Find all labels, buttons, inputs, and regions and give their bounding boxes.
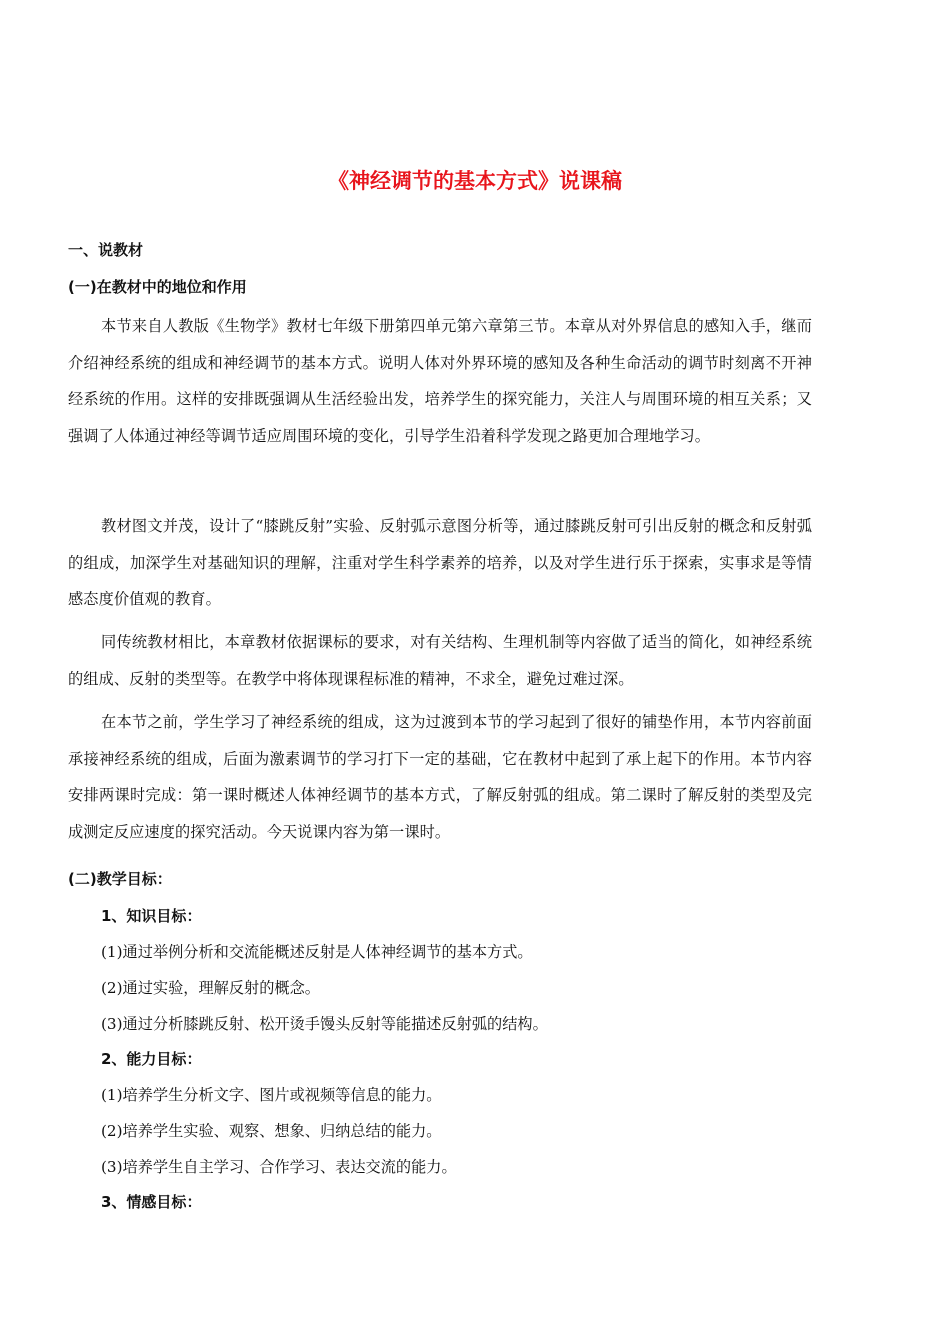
knowledge-item-2: (2)通过实验，理解反射的概念。 [101,979,320,997]
paragraph-4: 在本节之前，学生学习了神经系统的组成，这为过渡到本节的学习起到了很好的铺垫作用，本节内容前面承接神经系统的组成，后面为激素调节的学习打下一定的基础，它在教材中起到了承上起下的作用。本节内容安排两课时完成：第一课时概述人体神经调节的基本方式，了解反射弧的组成。第二课时了解反射的类型及完成测定反应速度的探究活动。今天说课内容为第一课时。 [68,713,812,841]
paragraph-3: 同传统教材相比，本章教材依据课标的要求，对有关结构、生理机制等内容做了适当的简化，如神经系统的组成、反射的类型等。在教学中将体现课程标准的精神，不求全，避免过难过深。 [68,633,812,688]
section-heading-materials: 一、说教材 [68,241,144,259]
knowledge-item-1: (1)通过举例分析和交流能概述反射是人体神经调节的基本方式。 [101,943,533,961]
ability-item-2: (2)培养学生实验、观察、想象、归纳总结的能力。 [101,1122,442,1140]
knowledge-item-3: (3)通过分析膝跳反射、松开烫手馒头反射等能描述反射弧的结构。 [101,1015,548,1033]
paragraph-1: 本节来自人教版《生物学》教材七年级下册第四单元第六章第三节。本章从对外界信息的感知入手，继而介绍神经系统的组成和神经调节的基本方式。说明人体对外界环境的感知及各种生命活动的调节时刻离不开神经系统的作用。这样的安排既强调从生活经验出发，培养学生的探究能力，关注人与周围环境的相互关系；又强调了人体通过神经等调节适应周围环境的变化，引导学生沿着科学发现之路更加合理地学习。 [68,317,812,445]
subsection-heading-objectives: (二)教学目标： [68,870,172,888]
ability-item-3: (3)培养学生自主学习、合作学习、表达交流的能力。 [101,1158,457,1176]
document-title: 《神经调节的基本方式》说课稿 [328,169,622,193]
subsection-heading-role: (一)在教材中的地位和作用 [68,278,247,296]
ability-objectives-heading: 2、能力目标： [101,1050,202,1068]
ability-item-1: (1)培养学生分析文字、图片或视频等信息的能力。 [101,1086,442,1104]
emotion-objectives-heading: 3、情感目标： [101,1193,202,1211]
paragraph-2: 教材图文并茂，设计了“膝跳反射”实验、反射弧示意图分析等，通过膝跳反射可引出反射的概念和反射弧的组成，加深学生对基础知识的理解，注重对学生科学素养的培养，以及对学生进行乐于探索，实事求是等情感态度价值观的教育。 [68,517,812,608]
knowledge-objectives-heading: 1、知识目标： [101,907,202,925]
